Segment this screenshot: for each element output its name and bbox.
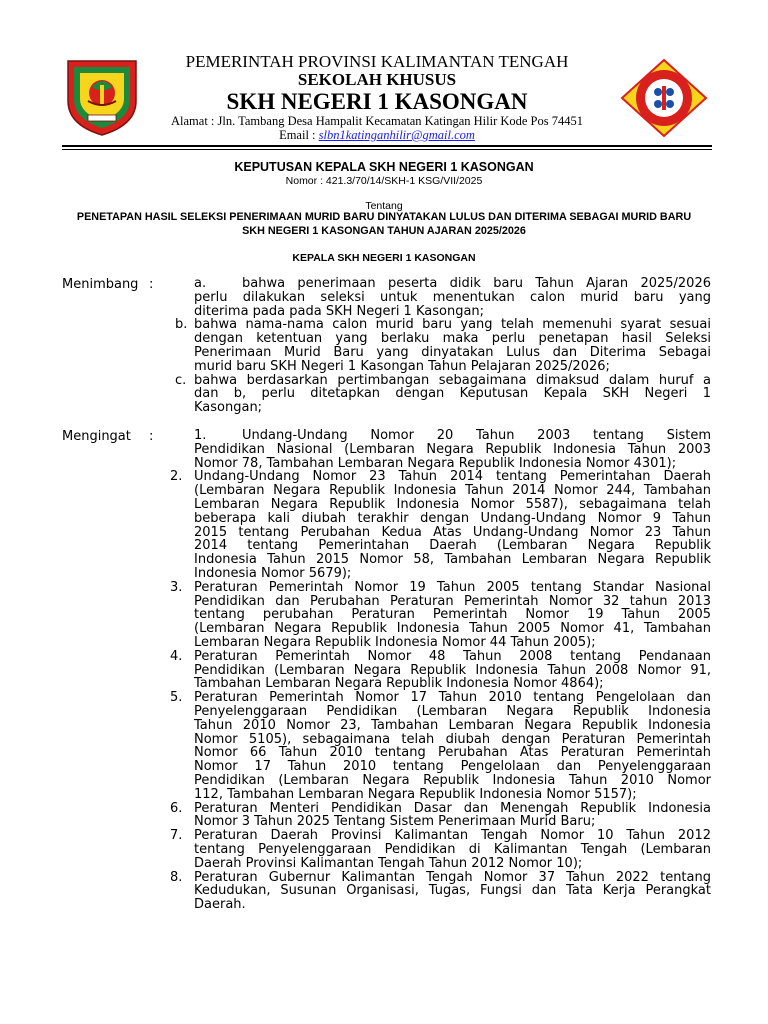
email-link[interactable]: slbn1katinganhilir@gmail.com [318,128,475,142]
menimbang-item-marker: b. [175,317,188,333]
mengingat-item-line: Nomor 5105), sebagaimana telah diubah dengan Peraturan Pemerintah [194,731,711,747]
mengingat-colon: : [149,429,154,444]
menimbang-item-line: Kasongan; [194,400,263,416]
letterhead-government: PEMERINTAH PROVINSI KALIMANTAN TENGAH [185,52,569,71]
mengingat-item-line: Peraturan Pemerintah Nomor 17 Tahun 2010 tentang Pengelolaan dan [194,690,711,706]
menimbang-item-line: bahwa berdasarkan pertimbangan sebagaimana dimaksud dalam huruf a [194,372,711,388]
decree-issuer: KEPALA SKH NEGERI 1 KASONGAN [292,252,476,264]
menimbang-item [194,277,711,318]
menimbang-item-marker: c. [175,372,187,388]
mengingat-item-line: 2014 tentang Pemerintahan Daerah (Lembaran Negara Republik [194,538,711,554]
mengingat-item-line: 2015 tentang Perubahan Kedua Atas Undang-Undang Nomor 23 Tahun [194,524,711,540]
menimbang-item-line: bahwa nama-nama calon murid baru yang telah memenuhi syarat sesuai [194,317,711,333]
email-label: Email : [279,128,319,142]
mengingat-item-line: Indonesia Tahun 2015 Nomor 58, Tambahan Lembaran Negara Republik [194,552,711,568]
menimbang-item-marker: a. [194,276,207,291]
menimbang-item [194,374,711,415]
mengingat-item-line: (Lembaran Negara Republik Indonesia Tahun 2014 Nomor 244, Tambahan [194,483,711,499]
menimbang-item-line: dengan ketentuan yang berlaku maka perlu penetapan hasil Seleksi [194,331,711,347]
letterhead-school-type: SEKOLAH KHUSUS [297,70,457,89]
mengingat-item-line: Daerah Provinsi Kalimantan Tengah Tahun 2012 Nomor 10); [194,855,583,871]
mengingat-item-marker: 5. [170,690,183,706]
decree-about: Tentang [365,200,403,212]
mengingat-item-line: Peraturan Menteri Pendidikan Dasar dan Menengah Republik Indonesia [194,800,711,816]
mengingat-item-line: Peraturan Gubernur Kalimantan Tengah Nomor 37 Tahun 2022 tentang [194,869,711,885]
mengingat-item-line: (Lembaran Negara Republik Indonesia Tahun 2005 Nomor 41, Tambahan [194,621,711,637]
mengingat-item-line: tentang Penyelenggaraan Pendidikan di Kalimantan Tengah (Lembaran [194,841,711,857]
decree-title: KEPUTUSAN KEPALA SKH NEGERI 1 KASONGAN [234,160,534,174]
mengingat-item [194,470,711,580]
mengingat-item-marker: 6. [170,800,183,816]
mengingat-item-line: Daerah. [194,897,246,913]
menimbang-item [194,318,711,373]
mengingat-item-line: Peraturan Pemerintah Nomor 19 Tahun 2005 tentang Standar Nasional [194,579,711,595]
letterhead-divider-thin [62,149,712,150]
mengingat-item-line: Pendidikan dan Perubahan Peraturan Pemerintah Nomor 32 tahun 2013 [194,593,711,609]
mengingat-item [194,650,711,691]
mengingat-item-marker: 7. [170,828,183,844]
mengingat-item [194,802,711,830]
mengingat-item [194,429,711,470]
mengingat-item [194,871,711,912]
mengingat-item-line: beberapa kali diubah terakhir dengan Undang-Undang Nomor 9 Tahun [194,510,711,526]
menimbang-item-line: dan b, perlu ditetapkan dengan Keputusan Kepala SKH Negeri 1 [194,386,711,402]
mengingat-item-marker: 2. [170,469,183,485]
mengingat-item-line: tentang perubahan Peraturan Pemerintah Nomor 19 Tahun 2005 [194,607,711,623]
mengingat-item-line: Nomor 3 Tahun 2025 Tentang Sistem Penerimaan Murid Baru; [194,814,596,830]
mengingat-item-line: Tahun 2010 Nomor 23, Tambahan Lembaran Negara Republik Indonesia [194,717,711,733]
letterhead-school-name: SKH NEGERI 1 KASONGAN [226,89,528,114]
mengingat-item-line: Pendidikan (Lembaran Negara Republik Indonesia Tahun 2008 Nomor 91, [194,662,711,678]
mengingat-item-marker: 4. [170,648,183,664]
mengingat-item [194,691,711,801]
mengingat-item-line: Tambahan Lembaran Negara Republik Indonesia Nomor 4864); [194,676,604,692]
mengingat-item-marker: 1. [194,428,207,443]
mengingat-item-line: Nomor 66 Tahun 2010 tentang Perubahan Atas Peraturan Pemerintah [194,745,711,761]
mengingat-item-line: Undang-Undang Nomor 20 Tahun 2003 tentang Sistem [242,428,711,443]
letterhead-divider [62,145,712,147]
letterhead-email-line [150,128,604,143]
mengingat-item-line: Kedudukan, Susunan Organisasi, Tugas, Fungsi dan Tata Kerja Perangkat [194,883,711,899]
mengingat-item-line: Lembaran Negara Republik Indonesia Nomor 5587), sebagaimana telah [194,496,711,512]
school-emblem-icon [618,58,710,138]
menimbang-colon: : [149,277,154,292]
menimbang-item-line: bahwa penerimaan peserta didik baru Tahun Ajaran 2025/2026 [242,276,711,291]
menimbang-item-line: murid baru SKH Negeri 1 Kasongan Tahun Pelajaran 2025/2026; [194,358,610,374]
mengingat-item-line: 112, Tambahan Lembaran Negara Republik Indonesia Nomor 5157); [194,786,637,802]
mengingat-label: Mengingat [62,429,131,444]
mengingat-item [194,829,711,870]
letterhead-address: Alamat : Jln. Tambang Desa Hampalit Kecamatan Katingan Hilir Kode Pos 74451 [171,114,583,128]
menimbang-label: Menimbang [62,277,139,292]
mengingat-item-line: Peraturan Daerah Provinsi Kalimantan Tengah Nomor 10 Tahun 2012 [194,828,711,844]
decree-number: Nomor : 421.3/70/14/SKH-1 KSG/VII/2025 [285,175,483,187]
provincial-coat-of-arms-icon [62,57,142,137]
mengingat-item-line: Nomor 78, Tambahan Lembaran Negara Republik Indonesia Nomor 4301); [194,455,677,471]
mengingat-item-line: Penyelenggaraan Pendidikan (Lembaran Negara Republik Indonesia [194,703,711,719]
mengingat-item-line: Indonesia Nomor 5679); [194,565,352,581]
mengingat-item-line: Undang-Undang Nomor 23 Tahun 2014 tentang Pemerintahan Daerah [194,469,711,485]
mengingat-item-line: Lembaran Negara Republik Indonesia Nomor 44 Tahun 2005); [194,634,596,650]
menimbang-item-line: Penerimaan Murid Baru yang dinyatakan Lulus dan Diterima Sebagai [194,344,711,360]
menimbang-item-line: perlu dilakukan seleksi untuk menentukan calon murid baru yang [194,289,711,305]
mengingat-item-marker: 8. [170,869,183,885]
mengingat-item [194,581,711,650]
mengingat-item-line: Peraturan Pemerintah Nomor 48 Tahun 2008 tentang Pendanaan [194,648,711,664]
mengingat-item-line: Nomor 17 Tahun 2010 tentang Pengelolaan dan Penyelenggaraan [194,759,711,775]
decree-subject-line2: SKH NEGERI 1 KASONGAN TAHUN AJARAN 2025/2026 [242,225,526,237]
mengingat-item-marker: 3. [170,579,183,595]
mengingat-item-line: Pendidikan (Lembaran Negara Republik Indonesia Tahun 2010 Nomor [194,772,711,788]
decree-subject-line1: PENETAPAN HASIL SELEKSI PENERIMAAN MURID BARU DINYATAKAN LULUS DAN DITERIMA SEBAGAI MURID BARU [76,211,692,223]
mengingat-item-line: Pendidikan Nasional (Lembaran Negara Republik Indonesia Tahun 2003 [194,441,711,457]
menimbang-item-line: diterima pada pada SKH Negeri 1 Kasongan; [194,303,485,319]
